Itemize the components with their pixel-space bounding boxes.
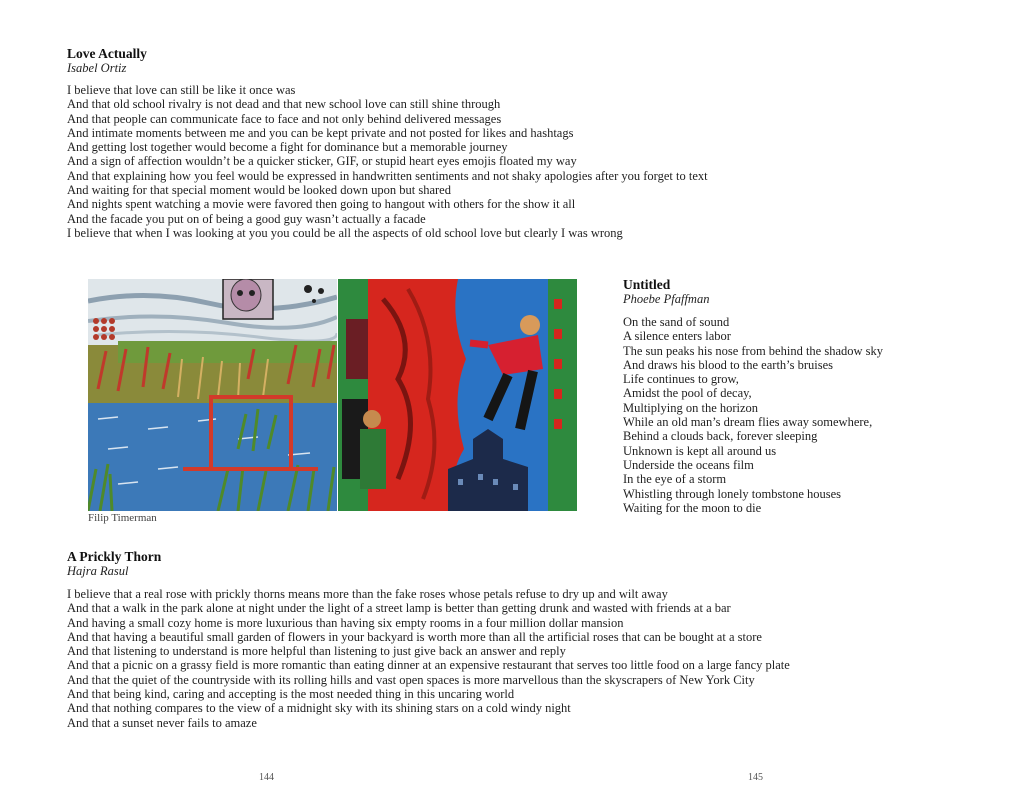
poem-line: Unknown is kept all around us (623, 443, 777, 458)
poem-author-untitled: Phoebe Pfaffman (623, 292, 710, 306)
poem-line: And that nothing compares to the view of a midnight sky with its shining stars on a cold windy night (67, 701, 571, 716)
poem-line: And nights spent watching a movie were favored then going to hangout with others for the show it all (67, 197, 576, 212)
poem-line: Waiting for the moon to die (623, 500, 762, 515)
poem-line: And that a sunset never fails to amaze (67, 715, 257, 730)
poem-body-love-actually (67, 83, 708, 240)
poem-line: In the eye of a storm (623, 472, 727, 487)
poem-line: Multiplying on the horizon (623, 400, 759, 415)
poem-line: The sun peaks his nose from behind the shadow sky (623, 343, 884, 358)
poem-line: On the sand of sound (623, 315, 730, 329)
poem-line: Underside the oceans film (623, 457, 754, 472)
poem-line: Amidst the pool of decay, (623, 386, 752, 401)
poem-line: And draws his blood to the earth’s bruises (623, 357, 834, 372)
poem-body-untitled (623, 315, 883, 515)
poem-line: And having a small cozy home is more luxurious than having six empty rooms in a four million dollar mansion (67, 615, 624, 630)
poem-author-prickly-thorn: Hajra Rasul (67, 564, 129, 578)
page-number-right: 145 (748, 772, 763, 783)
poem-line: And that people can communicate face to face and not only behind delivered messages (67, 111, 502, 126)
painting-marsh-svg (88, 279, 337, 511)
poem-line: And waiting for that special moment would be looked down upon but shared (67, 183, 451, 198)
poem-line: And that old school rivalry is not dead and that new school love can still shine through (67, 97, 501, 112)
poem-line: I believe that a real rose with prickly thorns means more than the fake roses whose petals refuse to dry up and wilt away (67, 587, 668, 601)
poem-body-prickly-thorn (67, 587, 790, 730)
poem-line: And that explaining how you feel would be expressed in handwritten sentiments and not shaky apologies after you forget to text (67, 168, 708, 183)
poem-line: And that a picnic on a grassy field is more romantic than eating dinner at an expensive restaurant that serves too little food on a large fancy plate (67, 658, 790, 673)
poem-line: Whistling through lonely tombstone houses (623, 486, 842, 501)
poem-line: And that being kind, caring and accepting is the most needed thing in this uncaring world (67, 687, 515, 702)
painting-falling-man-svg (338, 279, 577, 511)
poem-line: I believe that when I was looking at you you could be all the aspects of old school love but clearly I was wrong (67, 225, 623, 240)
poem-line: And that a walk in the park alone at night under the light of a street lamp is better than getting drunk and wasted with friends at a bar (67, 601, 731, 616)
poem-line: And intimate moments between me and you can be kept private and not posted for likes and hashtags (67, 125, 574, 140)
page-number-left: 144 (259, 772, 274, 783)
painting-marsh-landscape (88, 279, 337, 511)
poem-line: I believe that love can still be like it once was (67, 83, 296, 97)
poem-author-love-actually: Isabel Ortiz (67, 61, 127, 75)
poem-title-untitled: Untitled (623, 277, 671, 292)
poem-line: And a sign of affection wouldn’t be a quicker sticker, GIF, or stupid heart eyes emojis floated my way (67, 154, 577, 169)
poem-line: While an old man’s dream flies away somewhere, (623, 415, 873, 430)
poem-line: And that having a beautiful small garden of flowers in your backyard is worth more than all the artificial roses that can be bought at a store (67, 629, 762, 644)
poem-line: And that listening to understand is more helpful than listening to just give back an answer and reply (67, 644, 566, 659)
poem-title-love-actually: Love Actually (67, 46, 147, 61)
poem-line: And the facade you put on of being a good guy wasn’t actually a facade (67, 211, 426, 226)
poem-line: A silence enters labor (623, 329, 731, 344)
painting-falling-man (338, 279, 577, 511)
poem-line: Behind a clouds back, forever sleeping (623, 429, 818, 444)
poem-line: Life continues to grow, (623, 372, 739, 387)
poem-line: And getting lost together would become a fight for dominance but a memorable journey (67, 140, 508, 155)
poem-line: And that the quiet of the countryside with its rolling hills and vast open spaces is more marvellous than the skyscrapers of New York City (67, 672, 755, 687)
poem-title-prickly-thorn: A Prickly Thorn (67, 549, 162, 564)
artwork-caption: Filip Timerman (88, 512, 157, 524)
